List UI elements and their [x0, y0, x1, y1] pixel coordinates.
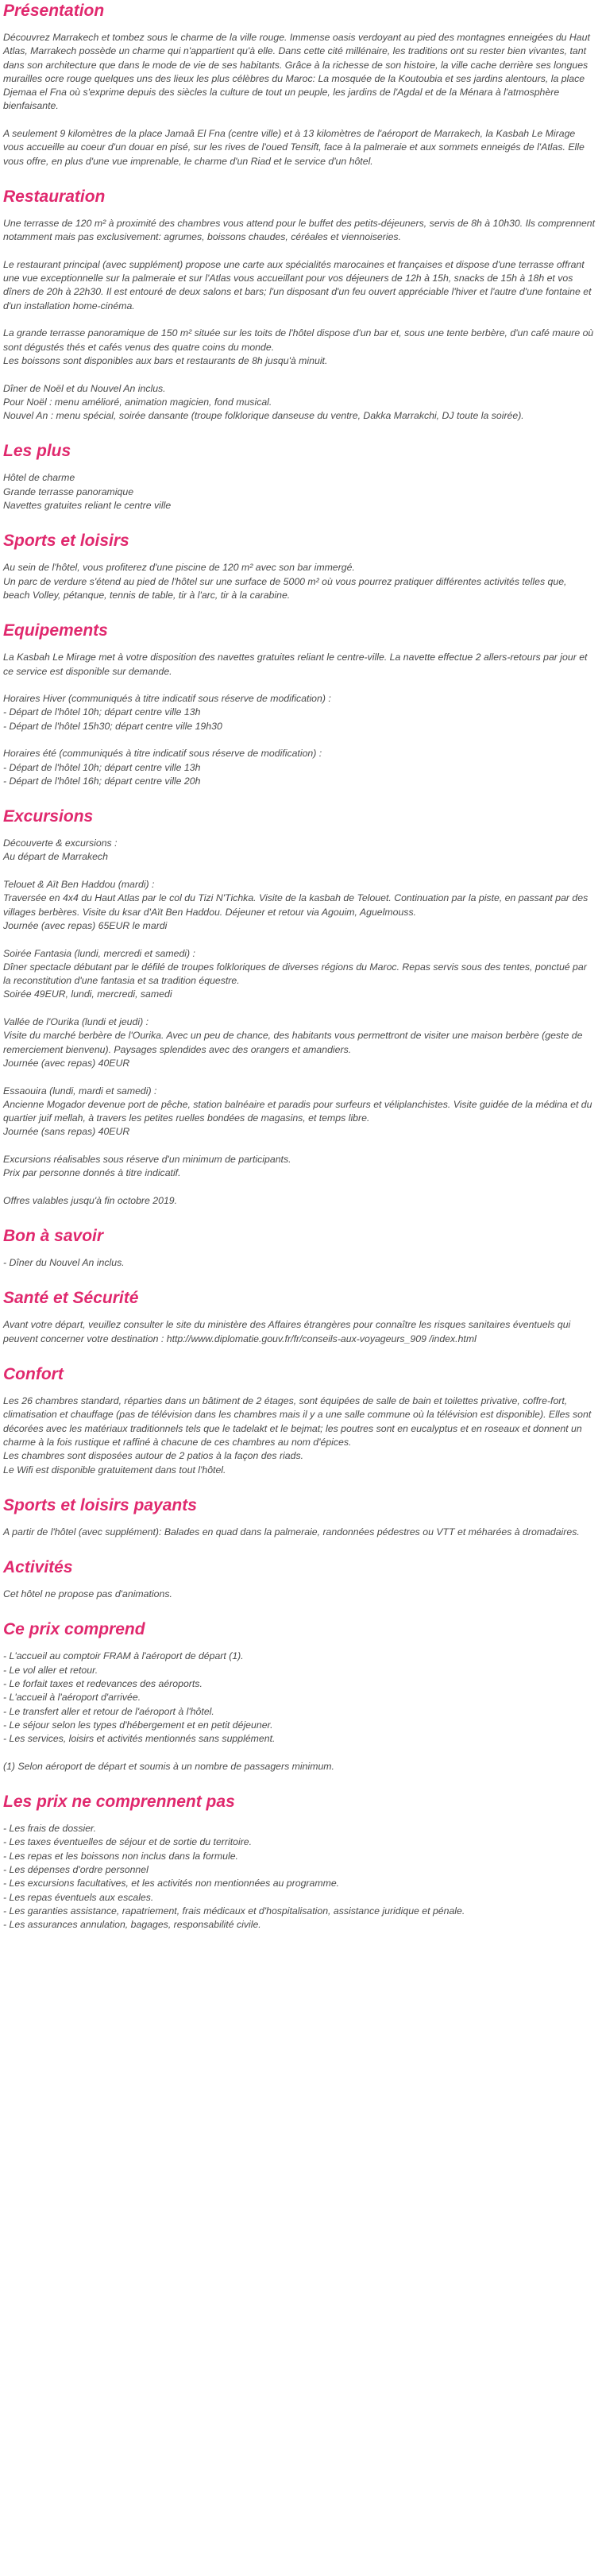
text-line: Au sein de l'hôtel, vous profiterez d'une piscine de 120 m² avec son bar immergé. — [3, 562, 355, 574]
text-line: Soirée 49EUR, lundi, mercredi, samedi — [3, 988, 172, 1000]
paragraph — [3, 878, 596, 933]
section-title: Confort — [3, 1365, 64, 1384]
paragraph — [3, 1085, 596, 1139]
text-line: Les 26 chambres standard, réparties dans un bâtiment de 2 étages, sont équipées de salle de bain et toilettes privative, coffre-fort, climatisation et chauffage (pas de télévision dans les chambres mais il y a une salle commune où la télévision est disponible). Elles sont décorées avec les matériaux traditionnels tels que le tadelakt et le bejmat; les poutres sont en eucalyptus et en roseaux et donnent un charme à la fois rustique et raffiné à chacune de ces chambres au nom d'épices. — [3, 1395, 592, 1448]
paragraph — [3, 258, 596, 313]
paragraph — [3, 127, 596, 168]
text-line: Traversée en 4x4 du Haut Atlas par le col du Tizi N'Tichka. Visite de la kasbah de Telouet. Continuation par la piste, en passant par des villages berbères. Visite du ksar d'Aït Ben Haddou. Déjeuner et retour via Agouim, Aguelmouss. — [3, 892, 588, 918]
text-line: Soirée Fantasia (lundi, mercredi et samedi) : — [3, 947, 195, 959]
text-line: - Les excursions facultatives, et les activités non mentionnées au programme. — [3, 1878, 340, 1889]
text-line: Dîner spectacle débutant par le défilé de troupes folkloriques de diverses régions du Maroc. Repas servis sous des tentes, ponctué par la reconstitution d'une fantasia et sa tradition équestre. — [3, 961, 587, 987]
section-0 — [3, 0, 596, 168]
paragraph — [3, 1760, 596, 1773]
text-line: - Le vol aller et retour. — [3, 1664, 98, 1676]
text-line: Pour Noël : menu amélioré, animation magicien, fond musical. — [3, 396, 272, 408]
paragraph — [3, 1650, 596, 1746]
text-line: Journée (sans repas) 40EUR — [3, 1126, 130, 1138]
text-line: A seulement 9 kilomètres de la place Jamaâ El Fna (centre ville) et à 13 kilomètres de l'aéroport de Marrakech, la Kasbah Le Mirage vous accueille au coeur d'un douar en pisé, sur les rives de l'oued Tensift, face à la palmeraie et aux sommets enneigés de l'Atlas. Elle vous offre, en plus d'une vue imprenable, le charme d'un Riad et le service d'un hôtel. — [3, 128, 585, 167]
section-10 — [3, 1557, 596, 1601]
section-title: Sports et loisirs payants — [3, 1495, 197, 1514]
text-line: Cet hôtel ne propose pas d'animations. — [3, 1588, 172, 1600]
section-title: Les prix ne comprennent pas — [3, 1793, 235, 1812]
text-line: - Les repas éventuels aux escales. — [3, 1891, 154, 1903]
text-line: - Les frais de dossier. — [3, 1823, 97, 1835]
text-line: Le Wifi est disponible gratuitement dans tout l'hôtel. — [3, 1464, 226, 1476]
section-body — [3, 1822, 596, 1932]
text-line: - Les taxes éventuelles de séjour et de sortie du territoire. — [3, 1836, 253, 1848]
paragraph — [3, 217, 596, 245]
section-body — [3, 837, 596, 1208]
paragraph — [3, 1015, 596, 1070]
text-line: - Les repas et les boissons non inclus dans la formule. — [3, 1850, 238, 1862]
text-line: - Les dépenses d'ordre personnel — [3, 1864, 149, 1876]
text-line: - L'accueil à l'aéroport d'arrivée. — [3, 1692, 141, 1704]
section-body — [3, 1394, 596, 1477]
section-title: Présentation — [3, 2, 105, 20]
text-line: La Kasbah Le Mirage met à votre disposition des navettes gratuites reliant le centre-ville. La navette effectue 2 allers-retours par jour et ce service est disponible sur demande. — [3, 652, 588, 677]
text-line: Dîner de Noël et du Nouvel An inclus. — [3, 382, 166, 394]
text-line: Telouet & Aït Ben Haddou (mardi) : — [3, 879, 155, 891]
text-line: - Départ de l'hôtel 10h; départ centre ville 13h — [3, 706, 201, 718]
section-title: Sports et loisirs — [3, 532, 129, 551]
paragraph — [3, 1822, 596, 1932]
text-line: - Dîner du Nouvel An inclus. — [3, 1257, 125, 1269]
text-line: Visite du marché berbère de l'Ourika. Avec un peu de chance, des habitants vous permettront de visiter une maison berbère (geste de remerciement bienvenu). Paysages splendides avec des orangers et amandiers. — [3, 1030, 583, 1055]
section-body — [3, 471, 596, 512]
text-line: Hôtel de charme — [3, 472, 75, 484]
section-body — [3, 31, 596, 168]
paragraph — [3, 947, 596, 1002]
section-8 — [3, 1363, 596, 1477]
text-line: Horaires Hiver (communiqués à titre indicatif sous réserve de modification) : — [3, 693, 331, 705]
text-line: Excursions réalisables sous réserve d'un minimum de participants. — [3, 1154, 291, 1165]
paragraph — [3, 1394, 596, 1477]
paragraph — [3, 1318, 596, 1346]
text-line: - Départ de l'hôtel 15h30; départ centre ville 19h30 — [3, 720, 222, 732]
text-line: Avant votre départ, veuillez consulter le site du ministère des Affaires étrangères pour connaître les risques sanitaires éventuels qui peuvent concerner votre destination : http://www.diplomatie.gouv.fr/fr/conseils-aux-voyageurs_909 /index.html — [3, 1319, 571, 1344]
section-title: Ce prix comprend — [3, 1620, 145, 1639]
section-12 — [3, 1791, 596, 1932]
paragraph — [3, 1153, 596, 1181]
text-line: - Les garanties assistance, rapatriement, frais médicaux et d'hospitalisation, assistance juridique et pénale. — [3, 1905, 465, 1917]
section-title: Les plus — [3, 442, 71, 461]
text-line: Navettes gratuites reliant le centre ville — [3, 500, 172, 512]
text-line: La grande terrasse panoramique de 150 m² située sur les toits de l'hôtel dispose d'un bar et, sous une tente berbère, d'un café maure où sont dégustés thés et cafés venus des quatre coins du monde. — [3, 327, 594, 353]
text-line: - Les assurances annulation, bagages, responsabilité civile. — [3, 1919, 261, 1931]
text-line: Le restaurant principal (avec supplément) propose une carte aux spécialités marocaines et françaises et dispose d'une terrasse offrant une vue exceptionnelle sur la palmeraie et sur l'Atlas vous accueillant pour vos déjeuners de 12h à 15h, snacks de 15h à 18h et vos dîners de 20h à 22h30. Il est entouré de deux salons et bars; l'un disposant d'un feu ouvert appréciable l'hiver et l'autre d'une fontaine et d'un installation home-cinéma. — [3, 258, 592, 311]
text-line: - Départ de l'hôtel 10h; départ centre ville 13h — [3, 761, 201, 773]
paragraph — [3, 692, 596, 733]
section-body — [3, 1588, 596, 1601]
text-line: Un parc de verdure s'étend au pied de l'hôtel sur une surface de 5000 m² où vous pourrez pratiquer différentes activités telles que, beach Volley, pétanque, tennis de table, tir à l'arc, tir à la carabine. — [3, 575, 567, 601]
paragraph — [3, 1526, 596, 1539]
paragraph — [3, 561, 596, 602]
text-line: - Départ de l'hôtel 16h; départ centre ville 20h — [3, 775, 201, 787]
section-body — [3, 561, 596, 602]
text-line: Ancienne Mogador devenue port de pêche, station balnéaire et paradis pour surfeurs et véliplanchistes. Visite guidée de la médina et du quartier juif mellah, à travers les petites ruelles bondées de magasins, et temps libre. — [3, 1098, 592, 1124]
section-7 — [3, 1287, 596, 1346]
text-line: Au départ de Marrakech — [3, 851, 108, 863]
text-line: Les boissons sont disponibles aux bars et restaurants de 8h jusqu'à minuit. — [3, 354, 328, 366]
section-body — [3, 1650, 596, 1773]
paragraph — [3, 31, 596, 114]
section-11 — [3, 1619, 596, 1773]
section-title: Bon à savoir — [3, 1227, 104, 1246]
text-line: Journée (avec repas) 40EUR — [3, 1057, 130, 1069]
text-line: (1) Selon aéroport de départ et soumis à un nombre de passagers minimum. — [3, 1760, 334, 1772]
text-line: Découverte & excursions : — [3, 837, 118, 849]
text-line: A partir de l'hôtel (avec supplément): Balades en quad dans la palmeraie, randonnées pédestres ou VTT et méharées à dromadaires. — [3, 1526, 580, 1537]
paragraph — [3, 471, 596, 512]
text-line: - L'accueil au comptoir FRAM à l'aéroport de départ (1). — [3, 1650, 244, 1662]
section-body — [3, 1318, 596, 1346]
text-line: - Le transfert aller et retour de l'aéroport à l'hôtel. — [3, 1705, 214, 1717]
section-body — [3, 1256, 596, 1270]
section-6 — [3, 1225, 596, 1270]
section-title: Restauration — [3, 187, 106, 206]
text-line: - Le séjour selon les types d'hébergement et en petit déjeuner. — [3, 1719, 273, 1731]
section-9 — [3, 1495, 596, 1539]
section-3 — [3, 530, 596, 602]
text-line: Découvrez Marrakech et tombez sous le charme de la ville rouge. Immense oasis verdoyant au pied des montagnes enneigées du Haut Atlas, Marrakech possède un charme qui n'appartient qu'à elle. Dans cette cité millénaire, les traditions ont su rester bien vivantes, tant dans son architecture que dans le mode de vie de ses habitants. Grâce à la richesse de son histoire, la ville cache derrière ses longues murailles ocre rouge quelques uns des lieux les plus célèbres du Maroc: La mosquée de la Koutoubia et ses jardins alentours, la place Djemaa el Fna où s'exprime depuis des siècles la culture de tout un peuple, les jardins de l'Agdal et de la Ménara à l'atmosphère bienfaisante. — [3, 32, 590, 112]
section-1 — [3, 186, 596, 423]
paragraph — [3, 837, 596, 864]
text-line: Nouvel An : menu spécial, soirée dansante (troupe folklorique danseuse du ventre, Dakka Marrakchi, DJ toute la soirée). — [3, 410, 524, 422]
text-line: Grande terrasse panoramique — [3, 485, 134, 497]
section-5 — [3, 806, 596, 1208]
text-line: Vallée de l'Ourika (lundi et jeudi) : — [3, 1016, 149, 1028]
section-2 — [3, 440, 596, 512]
text-line: Essaouira (lundi, mardi et samedi) : — [3, 1085, 157, 1097]
paragraph — [3, 651, 596, 679]
text-line: Une terrasse de 120 m² à proximité des chambres vous attend pour le buffet des petits-déjeuners, servis de 8h à 10h30. Ils comprennent notamment mais pas exclusivement: agrumes, boissons chaudes, céréales et viennoiseries. — [3, 217, 596, 243]
text-line: Offres valables jusqu'à fin octobre 2019. — [3, 1194, 178, 1206]
paragraph — [3, 1256, 596, 1270]
section-4 — [3, 620, 596, 788]
text-line: Journée (avec repas) 65EUR le mardi — [3, 919, 168, 931]
paragraph — [3, 382, 596, 424]
section-title: Excursions — [3, 807, 94, 826]
section-title: Santé et Sécurité — [3, 1289, 139, 1308]
text-line: Les chambres sont disposées autour de 2 patios à la façon des riads. — [3, 1450, 304, 1462]
text-line: Prix par personne donnés à titre indicatif. — [3, 1167, 181, 1179]
section-body — [3, 651, 596, 788]
paragraph — [3, 747, 596, 788]
section-title: Equipements — [3, 621, 108, 640]
paragraph — [3, 327, 596, 368]
section-title: Activités — [3, 1558, 73, 1577]
text-line: - Les services, loisirs et activités mentionnés sans supplément. — [3, 1733, 276, 1745]
section-body — [3, 217, 596, 423]
paragraph — [3, 1194, 596, 1208]
text-line: - Le forfait taxes et redevances des aéroports. — [3, 1678, 203, 1690]
text-line: Horaires été (communiqués à titre indicatif sous réserve de modification) : — [3, 748, 322, 760]
section-body — [3, 1526, 596, 1539]
paragraph — [3, 1588, 596, 1601]
